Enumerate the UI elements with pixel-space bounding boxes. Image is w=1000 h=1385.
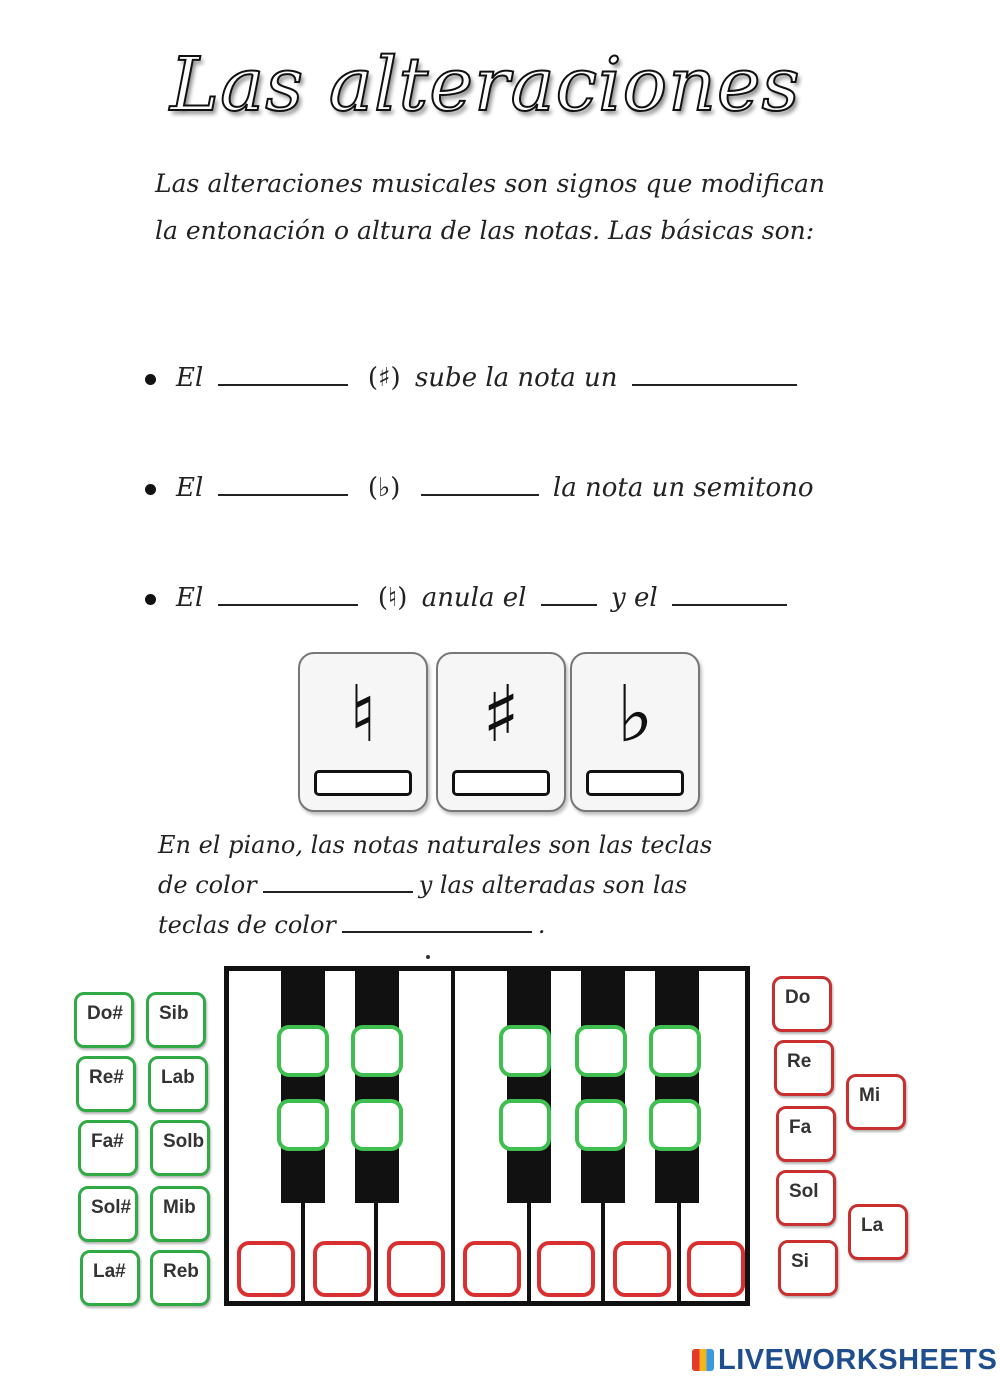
- natural-drop-box[interactable]: [237, 1241, 295, 1297]
- card-answer-box[interactable]: [586, 770, 684, 796]
- chip-sol-sharp[interactable]: Sol#: [78, 1186, 138, 1242]
- black-key: [581, 971, 625, 1203]
- bullet-prefix: El: [176, 473, 204, 503]
- piano-line3-b: .: [537, 911, 546, 939]
- chip-sol-flat[interactable]: Solb: [150, 1120, 210, 1176]
- natural-name-blank[interactable]: [218, 580, 358, 606]
- black-key: [655, 971, 699, 1203]
- chip-fa-sharp[interactable]: Fa#: [78, 1120, 138, 1176]
- flat-icon: ♭: [616, 670, 654, 760]
- natural-drop-box[interactable]: [613, 1241, 671, 1297]
- brand-name: LIVEWORKSHEETS: [718, 1344, 998, 1376]
- chip-re-sharp[interactable]: Re#: [76, 1056, 136, 1112]
- bullet-dot: [145, 374, 156, 385]
- chip-si-flat[interactable]: Sib: [146, 992, 206, 1048]
- card-flat: [570, 652, 700, 812]
- symbol-cards: [298, 652, 702, 812]
- page-title: Las alteraciones: [170, 42, 801, 128]
- flat-drop-box[interactable]: [499, 1099, 551, 1151]
- bullet-text: y el: [611, 583, 658, 613]
- bullet-text: sube la nota un: [414, 363, 618, 393]
- bullet-natural: [145, 578, 845, 618]
- piano-line1: En el piano, las notas naturales son las teclas: [158, 831, 713, 859]
- black-key-color-blank[interactable]: [342, 911, 532, 933]
- sharp-drop-box[interactable]: [499, 1025, 551, 1077]
- natural-drop-box[interactable]: [537, 1241, 595, 1297]
- natural-drop-box[interactable]: [387, 1241, 445, 1297]
- chip-si[interactable]: Si: [778, 1240, 838, 1296]
- chip-re[interactable]: Re: [774, 1040, 834, 1096]
- flat-name-blank[interactable]: [218, 470, 348, 496]
- sharp-drop-box[interactable]: [351, 1025, 403, 1077]
- white-key-color-blank[interactable]: [263, 871, 413, 893]
- black-key: [355, 971, 399, 1203]
- natural-drop-box[interactable]: [313, 1241, 371, 1297]
- chip-la[interactable]: La: [848, 1204, 908, 1260]
- chip-do[interactable]: Do: [772, 976, 832, 1032]
- bullet-dot: [145, 594, 156, 605]
- chip-re-flat[interactable]: Reb: [150, 1250, 210, 1306]
- bullet-sharp: [145, 358, 845, 398]
- chip-la-sharp[interactable]: La#: [80, 1250, 140, 1306]
- card-natural: [298, 652, 428, 812]
- flat-drop-box[interactable]: [351, 1099, 403, 1151]
- natural-cancel2-blank[interactable]: [672, 580, 787, 606]
- natural-icon: ♮: [349, 670, 377, 760]
- sharp-symbol: (♯): [367, 363, 401, 393]
- chip-mi-flat[interactable]: Mib: [150, 1186, 210, 1242]
- flat-drop-box[interactable]: [649, 1099, 701, 1151]
- sharp-name-blank[interactable]: [218, 360, 348, 386]
- sharp-effect-blank[interactable]: [632, 360, 797, 386]
- chip-la-flat[interactable]: Lab: [148, 1056, 208, 1112]
- bullet-prefix: El: [176, 363, 204, 393]
- natural-drop-box[interactable]: [687, 1241, 745, 1297]
- flat-effect-blank[interactable]: [421, 470, 539, 496]
- piano-paragraph: [158, 825, 808, 945]
- chip-do-sharp[interactable]: Do#: [74, 992, 134, 1048]
- natural-drop-box[interactable]: [463, 1241, 521, 1297]
- sharp-drop-box[interactable]: [277, 1025, 329, 1077]
- white-key-divider: [451, 971, 455, 1301]
- piano-keyboard: [224, 966, 750, 1306]
- natural-symbol: (♮): [377, 583, 408, 613]
- piano-line3-a: teclas de color: [158, 911, 336, 939]
- brand-footer[interactable]: [692, 1344, 997, 1378]
- sharp-icon: ♯: [482, 670, 520, 760]
- black-key: [281, 971, 325, 1203]
- natural-cancel1-blank[interactable]: [541, 580, 597, 606]
- card-sharp: [436, 652, 566, 812]
- sharp-drop-box[interactable]: [649, 1025, 701, 1077]
- flat-drop-box[interactable]: [277, 1099, 329, 1151]
- piano-line2-b: y las alteradas son las: [418, 871, 688, 899]
- sharp-drop-box[interactable]: [575, 1025, 627, 1077]
- card-answer-box[interactable]: [314, 770, 412, 796]
- bullet-flat: [145, 468, 845, 508]
- card-answer-box[interactable]: [452, 770, 550, 796]
- bullet-prefix: El: [176, 583, 204, 613]
- liveworksheets-logo-icon: [692, 1349, 714, 1371]
- chip-mi[interactable]: Mi: [846, 1074, 906, 1130]
- chip-sol[interactable]: Sol: [776, 1170, 836, 1226]
- flat-symbol: (♭): [367, 473, 401, 503]
- dot-mark: [426, 955, 430, 959]
- piano-line2-a: de color: [158, 871, 257, 899]
- bullet-dot: [145, 484, 156, 495]
- intro-paragraph: Las alteraciones musicales son signos que modifican la entonación o altura de las notas. Las básicas son:: [155, 169, 825, 245]
- black-key: [507, 971, 551, 1203]
- flat-drop-box[interactable]: [575, 1099, 627, 1151]
- chip-fa[interactable]: Fa: [776, 1106, 836, 1162]
- bullet-text: anula el: [421, 583, 527, 613]
- bullet-text: la nota un semitono: [552, 473, 814, 503]
